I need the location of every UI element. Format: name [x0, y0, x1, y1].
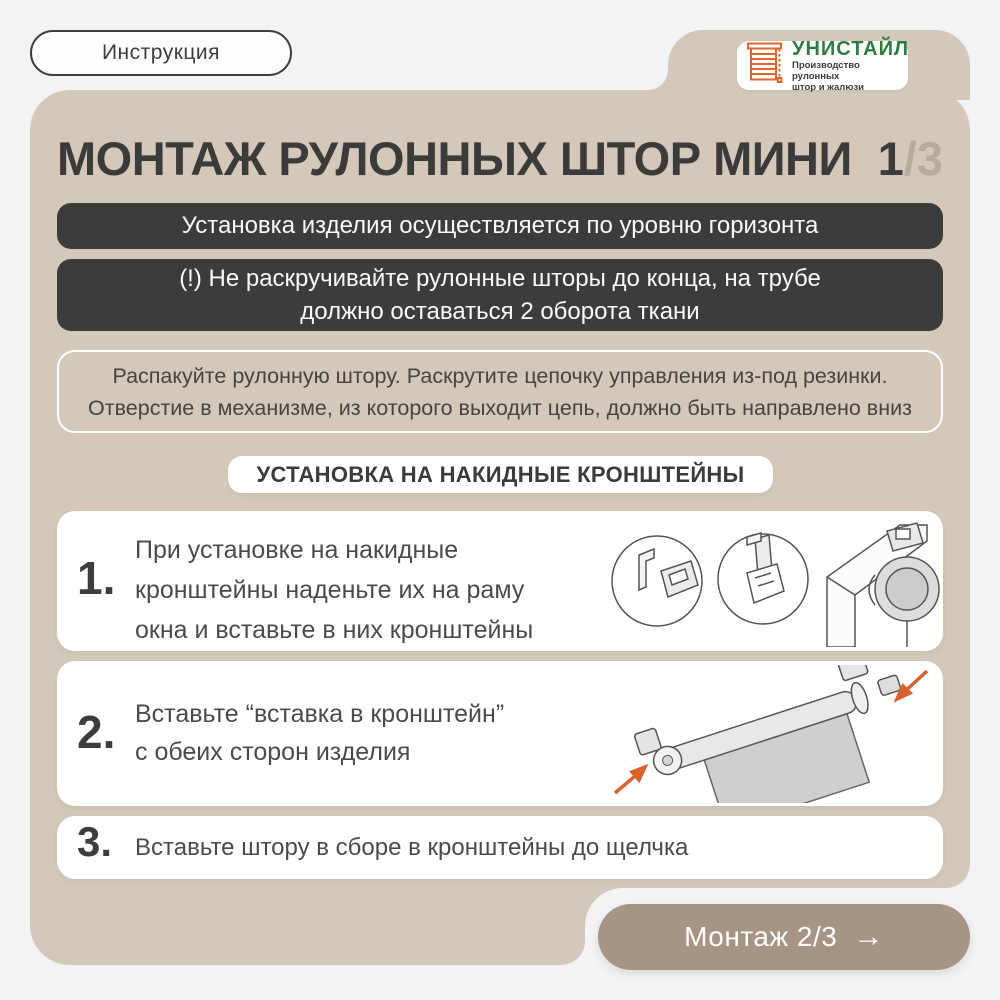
step-card-3 [57, 816, 943, 879]
logo-texts [792, 39, 909, 93]
notice-level-text: Установка изделия осуществляется по уровню горизонта [181, 212, 819, 239]
notice-unpack-line2: Отверстие в механизме, из которого выходит цепь, должно быть направлено вниз [88, 396, 912, 420]
roller-blind-icon [746, 42, 786, 89]
notice-unpack [57, 350, 943, 433]
step-1-illustration [605, 515, 940, 651]
step-card-1 [57, 511, 943, 651]
notice-warning [57, 259, 943, 331]
step-1-number: 1. [77, 552, 116, 604]
page-counter-current: 1 [877, 132, 904, 185]
page-counter [878, 131, 943, 186]
step-1-line3: окна и вставьте в них кронштейны [135, 616, 534, 644]
section-title [228, 456, 773, 493]
step-2-line1: Вставьте “вставка в кронштейн” [135, 700, 505, 728]
instruction-badge [30, 30, 292, 76]
notice-warning-line1: (!) Не раскручивайте рулонные шторы до конца, на трубе [179, 265, 821, 292]
step-1-line2: кронштейны наденьте их на раму [135, 576, 525, 604]
next-page-button[interactable] [598, 904, 970, 970]
step-card-2 [57, 661, 943, 806]
page-title: МОНТАЖ РУЛОННЫХ ШТОР МИНИ [57, 132, 852, 185]
page-counter-total: /3 [903, 132, 943, 185]
notice-unpack-line1: Распакуйте рулонную штору. Раскрутите цепочку управления из-под резинки. [112, 364, 888, 388]
company-logo [737, 37, 910, 93]
step-1-line1: При установке на накидные [135, 536, 459, 564]
step-2-illustration [605, 665, 940, 806]
step-2-line2: с обеих сторон изделия [135, 738, 411, 766]
title-row [57, 131, 943, 186]
logo-tagline-line2: штор и жалюзи [792, 81, 865, 93]
logo-brand: УНИСТАЙЛ [792, 37, 910, 60]
instruction-badge-label: Инструкция [101, 41, 221, 64]
notice-level [57, 203, 943, 249]
step-2-text [135, 695, 504, 771]
next-page-button-label: Монтаж 2/3 [684, 921, 838, 952]
step-1-text [135, 530, 533, 650]
arrow-right-icon: → [853, 920, 884, 953]
step-2-number: 2. [77, 706, 116, 758]
notice-warning-line2: должно оставаться 2 оборота ткани [300, 298, 700, 325]
logo-tagline-line1: Производство рулонных [792, 59, 860, 82]
step-3-number: 3. [77, 818, 113, 865]
step-3-text [135, 832, 688, 864]
step-3-line1: Вставьте штору в сборе в кронштейны до щелчка [135, 834, 689, 861]
section-title-text: УСТАНОВКА НА НАКИДНЫЕ КРОНШТЕЙНЫ [256, 461, 745, 487]
